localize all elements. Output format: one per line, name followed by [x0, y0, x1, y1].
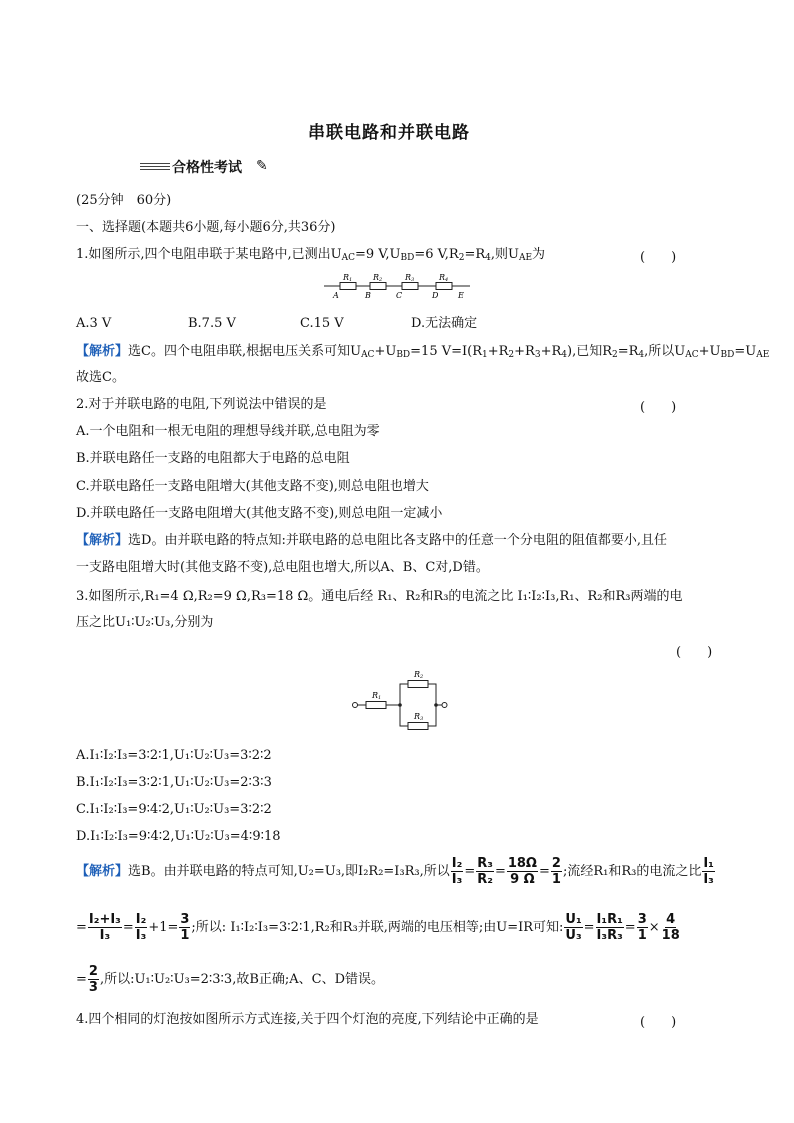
q2-option-a: A.一个电阻和一根无电阻的理想导线并联,总电阻为零 [76, 424, 380, 439]
q3-option-c: C.I₁∶I₂∶I₃=9∶4∶2,U₁∶U₂∶U₃=3∶2∶2 [76, 802, 272, 817]
svg-text:R1: R1 [343, 273, 353, 283]
svg-text:R3: R3 [414, 712, 424, 722]
svg-text:B: B [365, 291, 371, 300]
q1-answer-paren: ( ) [640, 250, 677, 265]
q3-parallel-circuit-diagram [350, 668, 450, 736]
svg-text:C: C [396, 291, 403, 300]
q3-option-d: D.I₁∶I₂∶I₃=9∶4∶2,U₁∶U₂∶U₃=4∶9∶18 [76, 829, 281, 844]
q2-analysis: 【解析】选D。由并联电路的特点知:并联电路的总电阻比各支路中的任意一个分电阻的阻值都要小,且任 [76, 533, 667, 548]
q2-option-c: C.并联电路任一支路电阻增大(其他支路不变),则总电阻也增大 [76, 479, 429, 494]
q3-option-b: B.I₁∶I₂∶I₃=3∶2∶1,U₁∶U₂∶U₃=2∶3∶3 [76, 775, 272, 790]
q2-analysis-line2: 一支路电阻增大时(其他支路不变),总电阻也增大,所以A、B、C对,D错。 [76, 560, 489, 575]
q1-series-circuit-diagram [322, 272, 472, 302]
q3-analysis-line1: 【解析】选B。由并联电路的特点可知,U₂=U₃,即I₂R₂=I₃R₃,所以 $\frac{\text{I₂}}{\text{I₃}}$ = $\frac{\text{R₃}}{\text{R₂}}$ = $\frac{18\Omega}{9 \Omega}$ = $\frac{2}{1}$ ;流经R₁和R₃的电流之比 $\frac{\text{I₁}}{\text{I₃}}$ [76, 856, 714, 887]
q1-option-a: A.3 V [76, 316, 112, 331]
pencil-icon: ✎ [256, 158, 268, 174]
q1-analysis: 【解析】选C。四个电阻串联,根据电压关系可知$U_{AC}+U_{BD}=15$ $V=I(R_1+R_2+R_3+R_4)$,已知$R_2=R_4$,所以$U_{AC}+U_{BD}=U_{AE}$ [76, 344, 770, 360]
q3-stem-line2: 压之比U₁∶U₂∶U₃,分别为 [76, 615, 214, 630]
q3-analysis-line2: = $\frac{\text{I₂+I₃}}{\text{I₃}}$ = $\frac{\text{I₂}}{\text{I₃}}$ +1= $\frac{3}{1}$ ;所以: I₁∶I₂∶I₃=3∶2∶1,R₂和R₃并联,两端的电压相等;由U=IR可知: $\frac{\text{U₁}}{\text{U₃}}$ = $\frac{\text{I₁R₁}}{\text{I₃R₃}}$ = $\frac{3}{1}$ × $\frac{4}{18}$ [76, 912, 680, 943]
svg-text:R2: R2 [373, 273, 383, 283]
q1-option-d: D.无法确定 [411, 316, 478, 331]
q3-answer-paren: ( ) [676, 645, 713, 660]
time-score: (25分钟 60分) [76, 193, 172, 208]
q1-option-b: B.7.5 V [188, 316, 236, 331]
q2-option-b: B.并联电路任一支路的电阻都大于电路的总电阻 [76, 451, 350, 466]
svg-text:R3: R3 [405, 273, 415, 283]
q1-stem: 1.如图所示,四个电阻串联于某电路中,已测出$U_{AC}=9$ $V,U_{BD}=6$ $V,R_2=R_4$,则$U_{AE}$为 [76, 247, 546, 263]
part1-heading: 一、选择题(本题共6小题,每小题6分,共36分) [76, 220, 336, 235]
q3-option-a: A.I₁∶I₂∶I₃=3∶2∶1,U₁∶U₂∶U₃=3∶2∶2 [76, 748, 272, 763]
q3-stem-line1: 3.如图所示,R₁=4 Ω,R₂=9 Ω,R₃=18 Ω。通电后经 R₁、R₂和R₃的电流之比 I₁∶I₂∶I₃,R₁、R₂和R₃两端的电 [76, 589, 683, 604]
q2-answer-paren: ( ) [640, 400, 677, 415]
q4-answer-paren: ( ) [640, 1015, 677, 1030]
svg-text:A: A [333, 291, 339, 300]
page-title: 串联电路和并联电路 [308, 123, 470, 143]
q4-stem: 4.四个相同的灯泡按如图所示方式连接,关于四个灯泡的亮度,下列结论中正确的是 [76, 1012, 539, 1027]
svg-text:R4: R4 [439, 273, 449, 283]
q2-stem: 2.对于并联电路的电阻,下列说法中错误的是 [76, 397, 327, 412]
svg-text:R2: R2 [414, 670, 424, 680]
q1-option-c: C.15 V [300, 316, 344, 331]
svg-text:D: D [432, 291, 439, 300]
q1-analysis-conclusion: 故选C。 [76, 370, 125, 385]
section-decoration [140, 163, 170, 170]
svg-text:R1: R1 [372, 691, 382, 701]
q2-option-d: D.并联电路任一支路电阻增大(其他支路不变),则总电阻一定减小 [76, 506, 443, 521]
q3-analysis-line3: = $\frac{2}{3}$ ,所以:U₁∶U₂∶U₃=2∶3∶3,故B正确;A、C、D错误。 [76, 964, 385, 995]
svg-text:E: E [458, 291, 464, 300]
section-label: 合格性考试 [172, 160, 242, 176]
